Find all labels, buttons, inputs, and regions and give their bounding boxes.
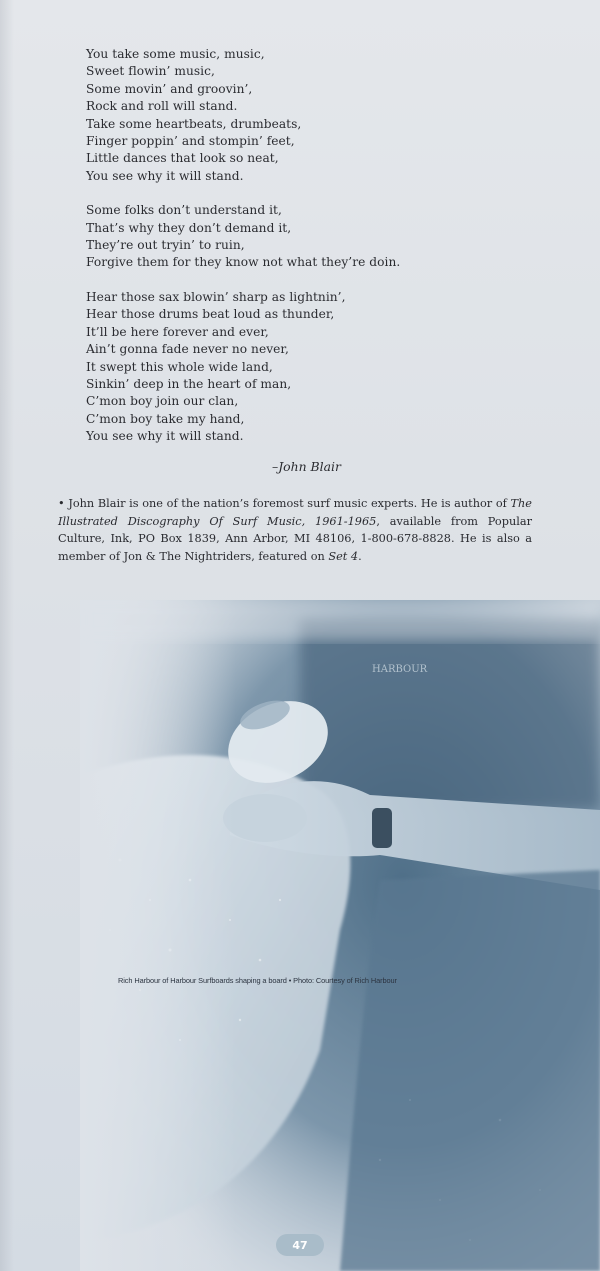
photo-top-fade	[80, 600, 600, 640]
poem-stanza-2	[86, 202, 546, 272]
poem-stanza-1	[86, 46, 546, 185]
poem-line: Rock and roll will stand.	[86, 99, 238, 114]
poem-line: Ain’t gonna fade never no never,	[86, 342, 289, 357]
poem-line: It’ll be here forever and ever,	[86, 324, 269, 339]
bio-text: .	[358, 549, 362, 563]
poem-line: C’mon boy take my hand,	[86, 411, 245, 426]
poem-line: Little dances that look so neat,	[86, 151, 279, 166]
poem-line: Take some heartbeats, drumbeats,	[86, 116, 302, 131]
photo-caption: Rich Harbour of Harbour Surfboards shaping a board • Photo: Courtesy of Rich Harbour	[118, 976, 397, 985]
poem-line: They’re out tryin’ to ruin,	[86, 238, 245, 253]
poem-line: Finger poppin’ and stompin’ feet,	[86, 134, 295, 149]
poem-line: You see why it will stand.	[86, 168, 244, 183]
photo-illustration	[80, 600, 600, 1271]
bio-book-title: The Illustrated Discography Of Surf Music, 1961-1965	[58, 497, 532, 528]
author-bio	[58, 495, 532, 565]
page-number-badge	[276, 1234, 324, 1256]
poem-line: It swept this whole wide land,	[86, 359, 273, 374]
poem-line: Some folks don’t understand it,	[86, 203, 282, 218]
poem-line: You take some music, music,	[86, 47, 265, 61]
page-fold-shadow	[0, 0, 14, 1271]
poem	[86, 46, 546, 463]
poem-line: Hear those drums beat loud as thunder,	[86, 307, 335, 322]
bio-set-reference: Set 4	[328, 549, 359, 563]
poem-line: Sinkin’ deep in the heart of man,	[86, 376, 292, 391]
poem-line: Forgive them for they know not what they’re doin.	[86, 255, 401, 270]
photo-fade	[80, 600, 600, 1271]
poem-line: Hear those sax blowin’ sharp as lightnin’,	[86, 289, 346, 304]
bio-text: • John Blair is one of the nation’s foremost surf music experts. He is author of	[58, 497, 511, 510]
poem-line: You see why it will stand.	[86, 429, 244, 444]
poem-line: Some movin’ and groovin’,	[86, 81, 253, 96]
poem-line: C’mon boy join our clan,	[86, 394, 239, 409]
page-number: 47	[292, 1238, 308, 1252]
poem-line: That’s why they don’t demand it,	[86, 220, 292, 235]
bio-text: , available from Popular Culture, Ink, PO Box 1839, Ann Arbor, MI 48106, 1-800-678-8828. He is also a member of Jon & The Nightriders, featured on	[58, 514, 532, 563]
surfboard-shaping-photo	[80, 600, 600, 1271]
poem-stanza-3	[86, 289, 546, 446]
poem-attribution: –John Blair	[272, 459, 341, 474]
poem-line: Sweet flowin’ music,	[86, 64, 215, 79]
